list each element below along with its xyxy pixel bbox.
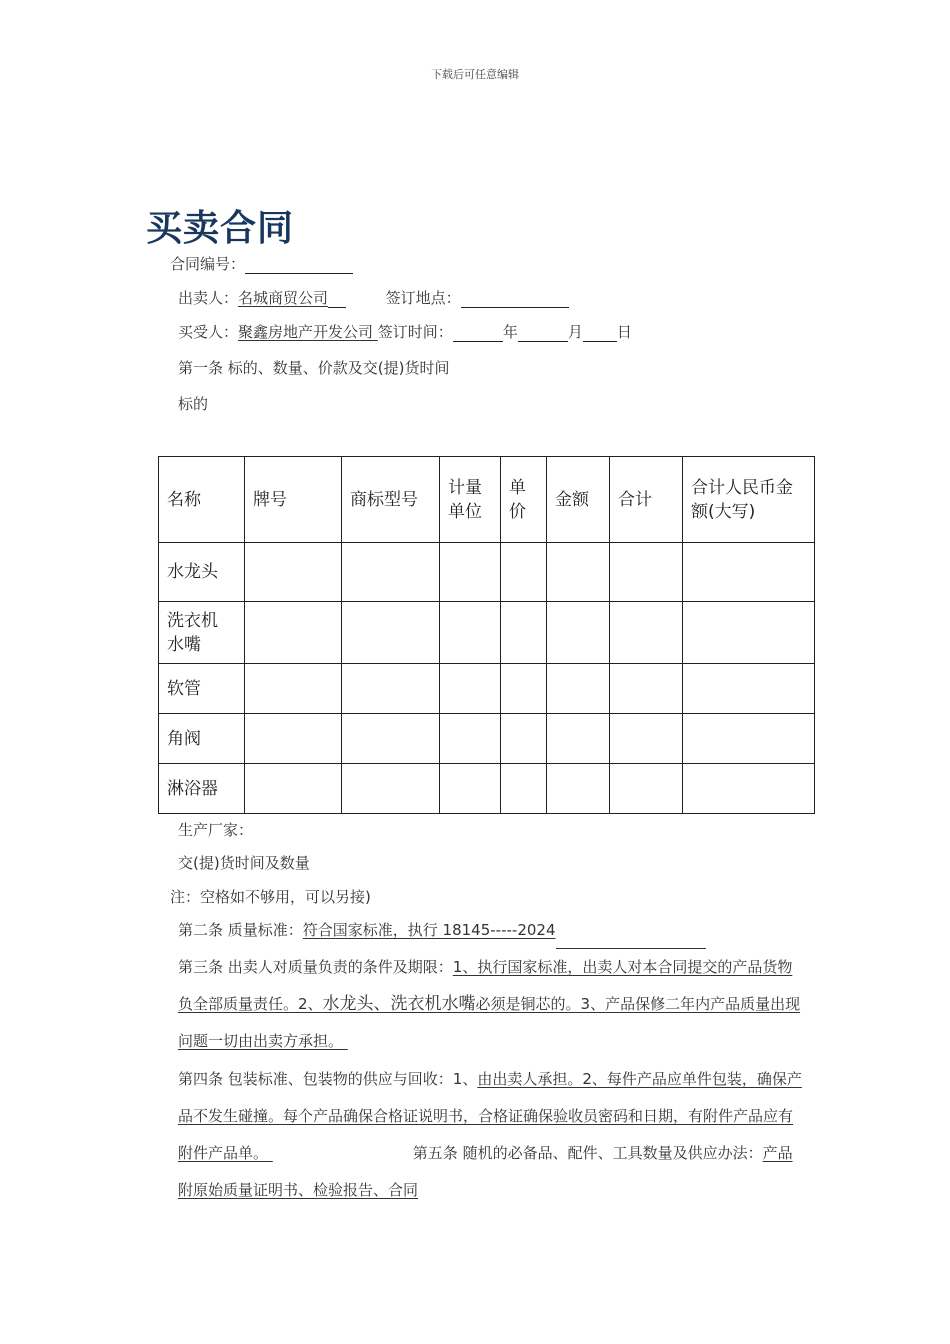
page-title: 买卖合同 — [146, 208, 295, 249]
year-label: 年 — [502, 323, 518, 341]
buyer-label: 买受人： — [178, 323, 239, 341]
article3-label: 第三条 出卖人对质量负责的条件及期限： — [178, 958, 453, 976]
article2-label: 第二条 质量标准： — [178, 921, 303, 939]
manufacturer-label: 生产厂家： — [178, 821, 254, 839]
seller-row — [178, 287, 569, 308]
table-row — [159, 543, 815, 602]
row-name: 角阀 — [159, 714, 245, 764]
header-total: 合计 — [610, 457, 683, 543]
table-header-row — [159, 457, 815, 543]
row-name: 洗衣机水嘴 — [159, 602, 245, 664]
note-text: 注：空格如不够用，可以另接) — [170, 888, 371, 906]
year-field[interactable] — [453, 326, 503, 342]
article5-label: 第五条 随机的必备品、配件、工具数量及供应办法： — [412, 1144, 763, 1162]
header-model: 商标型号 — [342, 457, 440, 543]
header-unit: 计量单位 — [440, 457, 501, 543]
buyer-name: 聚鑫房地产开发公司 — [238, 323, 378, 341]
subject-label: 标的 — [178, 395, 209, 413]
article4 — [178, 1061, 806, 1209]
table-row — [159, 602, 815, 664]
header-brand: 牌号 — [245, 457, 342, 543]
article3-value-c: 必须是铜芯的。3、产品保修二年内产品质量出现问题一切由出卖方承担。 — [178, 995, 801, 1050]
article4-value: 由出卖人承担。2、每件产品应单件包装，确保产品不发生碰撞。每个产品确保合格证说明书，合格证确保验收员密码和日期，有附件产品应有附件产品单。 — [178, 1070, 802, 1162]
month-field[interactable] — [518, 326, 568, 342]
article3-value-b: 水龙头、洗衣机水嘴 — [322, 994, 476, 1014]
article5-value: 产品附原始质量证明书、检验报告、合同 — [178, 1144, 793, 1199]
header-amount: 金额 — [547, 457, 610, 543]
article3-value-a: 1、执行国家标准，出卖人对本合同提交的产品货物负全部质量责任。2、 — [178, 958, 793, 1013]
sign-time-label: 签订时间： — [377, 323, 453, 341]
contract-no-label: 合同编号： — [170, 255, 246, 273]
sign-place-field[interactable] — [461, 292, 569, 308]
header-total-rmb: 合计人民币金额(大写) — [683, 457, 815, 543]
table-row — [159, 664, 815, 714]
sign-place-label: 签订地点： — [385, 289, 461, 307]
article3 — [178, 949, 806, 1060]
buyer-row — [178, 321, 632, 342]
table-row — [159, 764, 815, 814]
article4-label: 第四条 包装标准、包装物的供应与回收：1、 — [178, 1070, 478, 1088]
header-name: 名称 — [159, 457, 245, 543]
goods-table — [158, 456, 815, 814]
delivery-label: 交(提)货时间及数量 — [178, 854, 310, 872]
row-name: 软管 — [159, 664, 245, 714]
article2 — [178, 912, 808, 949]
header-unit-price: 单价 — [501, 457, 547, 543]
contract-no-field[interactable] — [245, 258, 353, 274]
day-field[interactable] — [583, 326, 617, 342]
table-row — [159, 714, 815, 764]
day-label: 日 — [616, 323, 632, 341]
row-name: 淋浴器 — [159, 764, 245, 814]
seller-name: 名城商贸公司 — [238, 289, 329, 307]
row-name: 水龙头 — [159, 543, 245, 602]
article1-title: 第一条 标的、数量、价款及交(提)货时间 — [178, 359, 450, 377]
contract-no-row — [170, 253, 353, 274]
month-label: 月 — [567, 323, 583, 341]
seller-label: 出卖人： — [178, 289, 239, 307]
header-note: 下载后可任意编辑 — [431, 68, 519, 81]
article2-value: 符合国家标准，执行 18145-----2024 — [302, 921, 556, 939]
